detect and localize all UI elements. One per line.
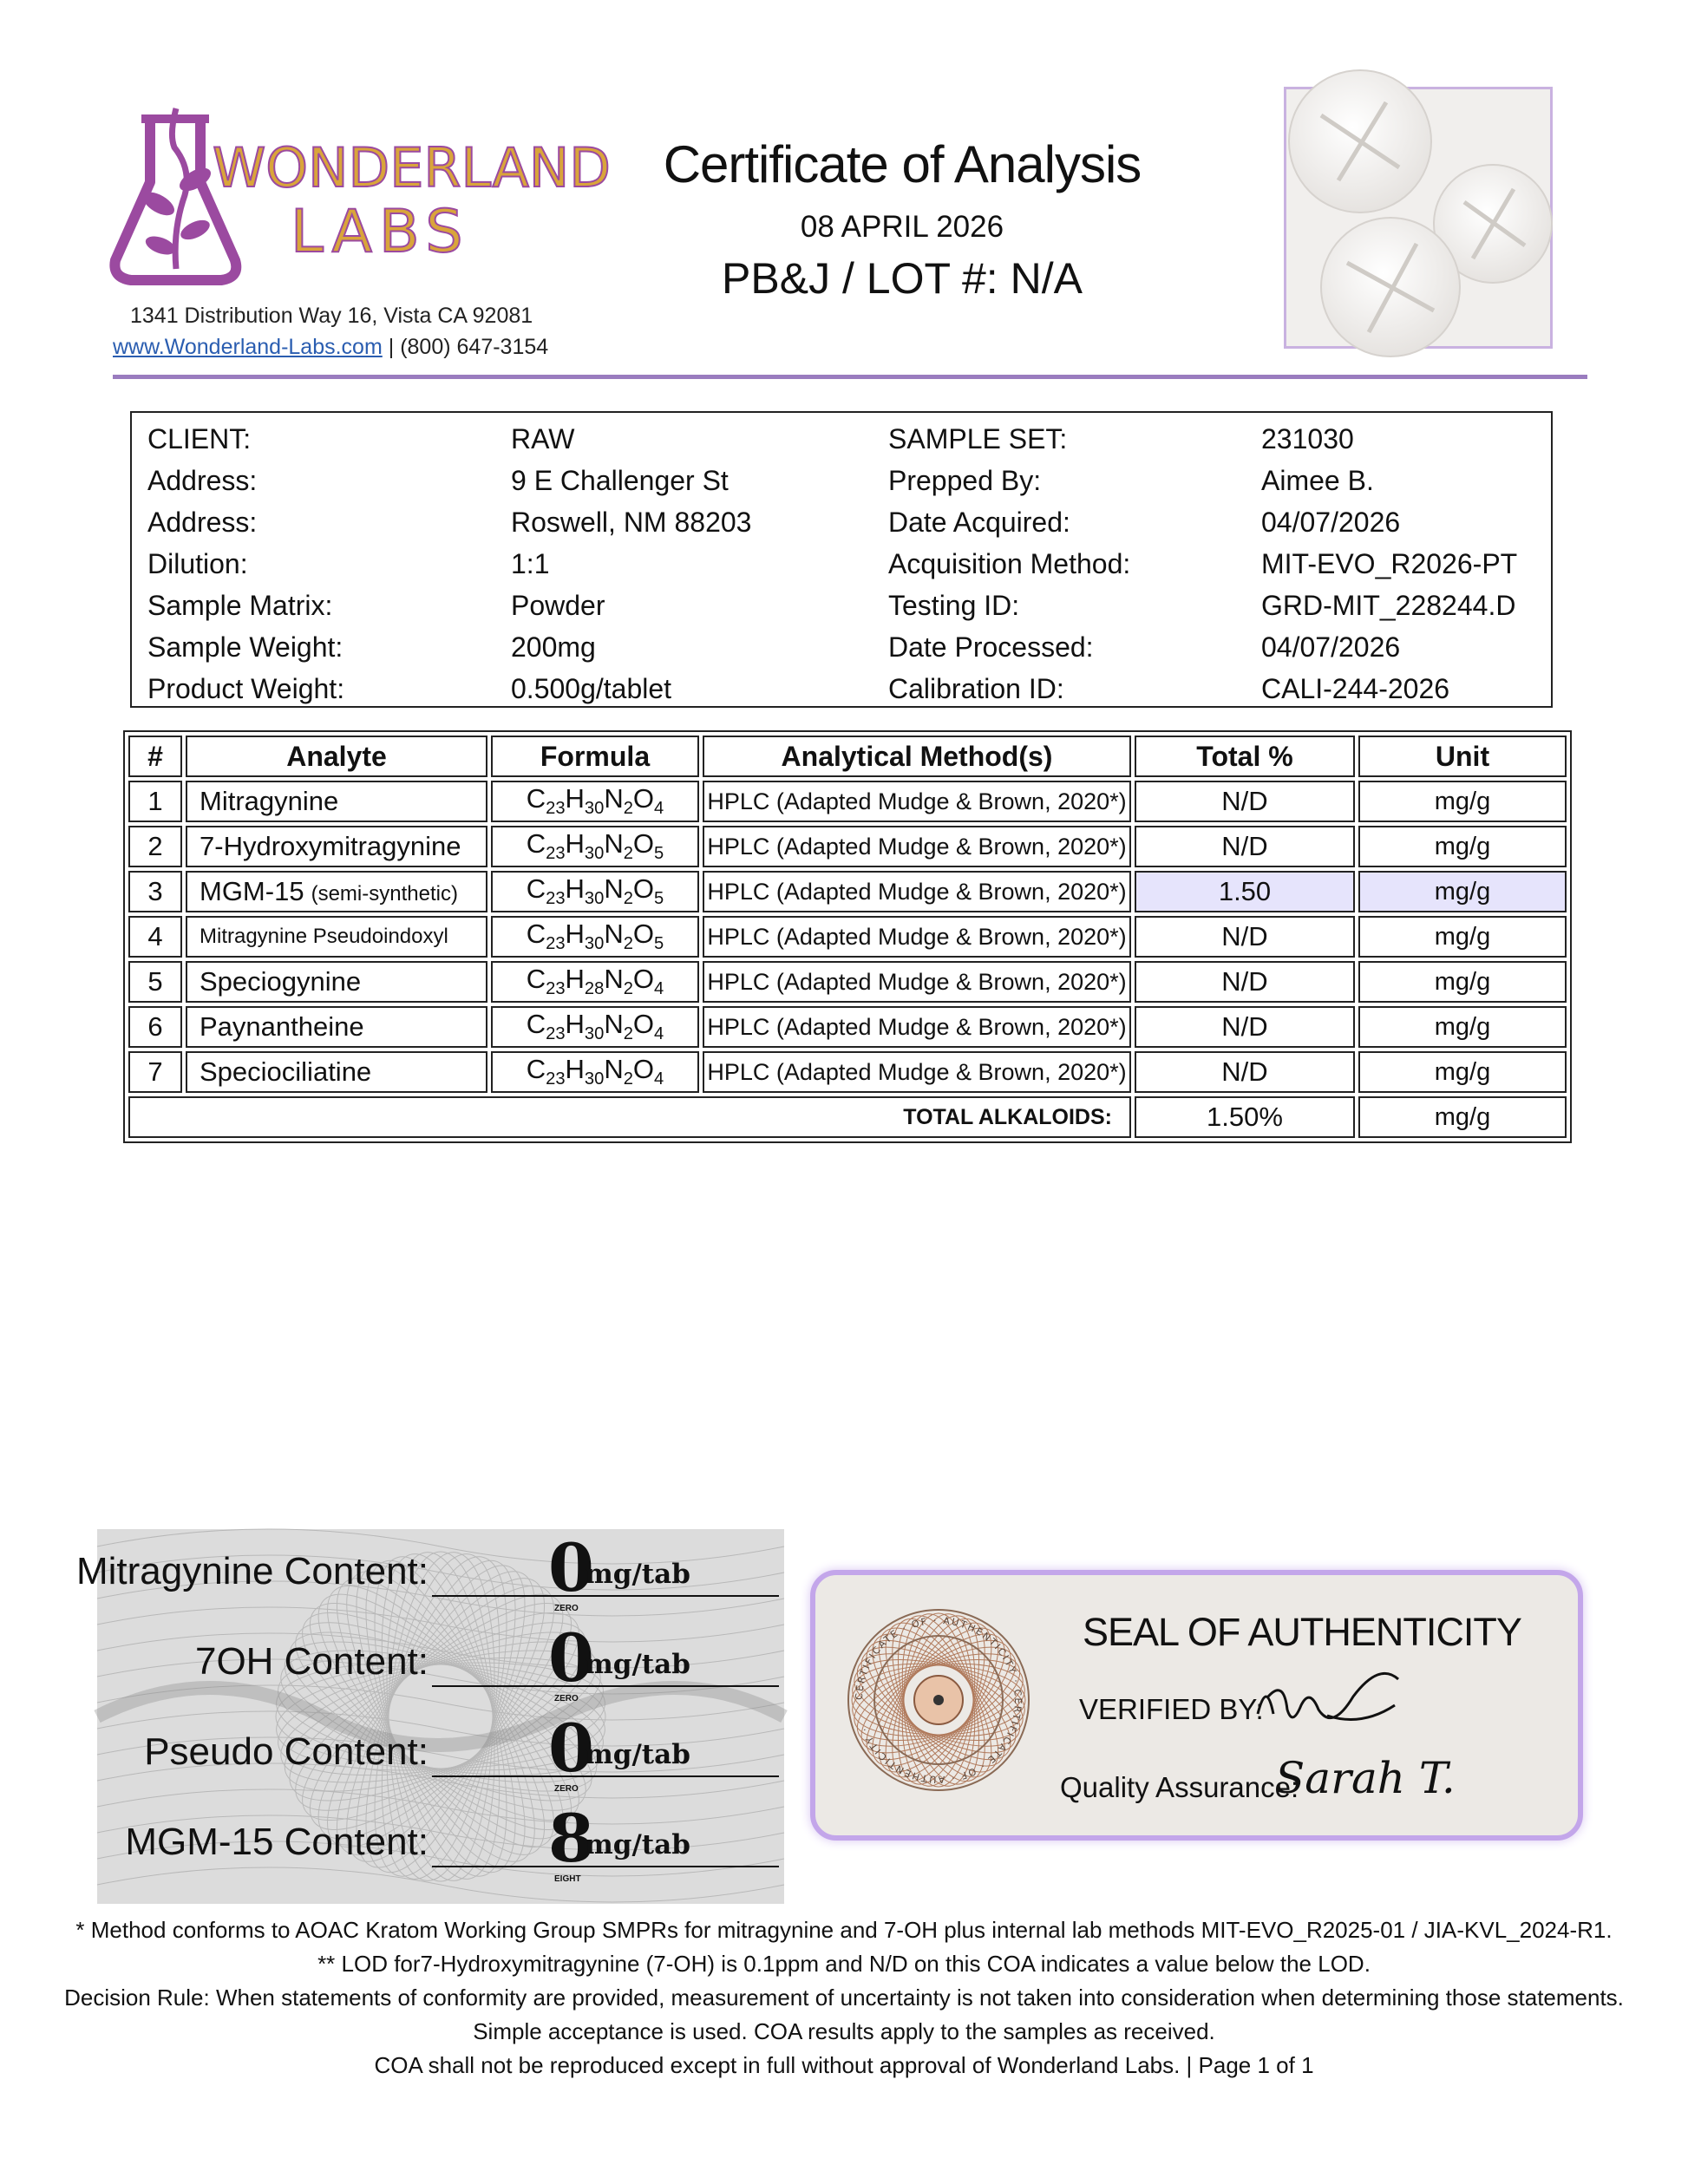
formula-element: O <box>632 919 655 950</box>
product-photo <box>1284 87 1553 349</box>
total-alkaloids-value: 1.50% <box>1135 1096 1355 1138</box>
analyte-label: 7-Hydroxymitragynine <box>200 831 461 861</box>
analyte-name <box>186 1006 487 1048</box>
unit: mg/g <box>1358 1051 1567 1093</box>
formula-subscript: 2 <box>623 799 633 819</box>
header-method: Analytical Method(s) <box>703 736 1131 777</box>
verifier-signature <box>1249 1662 1405 1740</box>
analyte-note: (semi-synthetic) <box>311 882 458 906</box>
info-value: Aimee B. <box>1261 465 1374 496</box>
info-value: 1:1 <box>511 548 550 579</box>
info-label: SAMPLE SET: <box>888 423 1068 454</box>
formula-subscript: 5 <box>654 844 664 864</box>
unit: mg/g <box>1358 826 1567 867</box>
formula-element: O <box>632 783 655 814</box>
info-label: Address: <box>147 465 258 496</box>
content-value: 0 <box>548 1529 594 1606</box>
row-number: 4 <box>128 916 182 958</box>
info-row <box>132 420 1551 461</box>
table-row <box>128 916 1567 958</box>
footer-reproduction-note: COA shall not be reproduced except in full without approval of Wonderland Labs. | Page 1 of 1 <box>374 2052 1314 2078</box>
analytical-method: HPLC (Adapted Mudge & Brown, 2020*) <box>703 1006 1131 1048</box>
formula-subscript: 30 <box>584 934 605 954</box>
formula-element: O <box>632 964 655 995</box>
row-number: 2 <box>128 826 182 867</box>
certificate-date: 08 APRIL 2026 <box>800 210 1004 244</box>
content-underline <box>432 1685 779 1687</box>
row-number: 7 <box>128 1051 182 1093</box>
formula-subscript: 2 <box>623 844 633 864</box>
qa-signature: Sarah T. <box>1275 1753 1456 1803</box>
unit: mg/g <box>1358 871 1567 912</box>
formula-element: O <box>632 828 655 860</box>
analyte-name <box>186 1051 487 1093</box>
header-total: Total % <box>1135 736 1355 777</box>
formula-element: N <box>604 828 624 860</box>
total-percent: 1.50 <box>1135 871 1355 912</box>
content-value: 0 <box>548 1619 594 1697</box>
footer-method-note: * Method conforms to AOAC Kratom Working Group SMPRs for mitragynine and 7-OH plus internal lab methods MIT-EVO_R2025-01 / JIA-KVL_2024-R1. <box>75 1917 1613 1943</box>
formula-subscript: 2 <box>623 934 633 954</box>
formula-subscript: 23 <box>546 1069 566 1089</box>
formula-subscript: 2 <box>623 1024 633 1044</box>
formula-element: N <box>604 1009 624 1040</box>
table-row <box>128 781 1567 822</box>
analyte-name <box>186 961 487 1003</box>
footer-decision-rule: Decision Rule: When statements of conformity are provided, measurement of uncertainty is not taken into consideration when determining those statements. <box>64 1985 1624 2011</box>
total-percent: N/D <box>1135 781 1355 822</box>
quality-assurance-label: Quality Assurance: <box>1060 1771 1299 1803</box>
formula-subscript: 30 <box>584 889 605 909</box>
product-lot: PB&J / LOT #: N/A <box>722 254 1083 303</box>
chemical-formula <box>491 871 699 912</box>
chemical-formula <box>491 916 699 958</box>
formula-element: H <box>565 828 585 860</box>
analytical-method: HPLC (Adapted Mudge & Brown, 2020*) <box>703 826 1131 867</box>
formula-subscript: 23 <box>546 889 566 909</box>
lab-address: 1341 Distribution Way 16, Vista CA 92081 <box>130 304 533 328</box>
lab-contact <box>113 335 548 360</box>
content-value-word: ZERO <box>554 1784 579 1794</box>
analyte-name <box>186 826 487 867</box>
formula-element: N <box>604 964 624 995</box>
formula-element: C <box>526 783 546 814</box>
row-number: 1 <box>128 781 182 822</box>
formula-subscript: 30 <box>584 1024 605 1044</box>
formula-subscript: 23 <box>546 934 566 954</box>
info-label: Address: <box>147 507 258 538</box>
formula-element: H <box>565 783 585 814</box>
content-unit: mg/tab <box>585 1559 690 1590</box>
formula-subscript: 4 <box>654 979 664 999</box>
total-alkaloids-label: TOTAL ALKALOIDS: <box>128 1096 1131 1138</box>
content-label: MGM-15 Content: <box>125 1821 429 1863</box>
logo-wordmark-bottom: LABS <box>291 198 470 266</box>
chemical-formula <box>491 1051 699 1093</box>
formula-element: H <box>565 919 585 950</box>
content-value-word: ZERO <box>554 1604 579 1613</box>
content-label: Pseudo Content: <box>144 1730 429 1773</box>
content-value-word: ZERO <box>554 1694 579 1703</box>
wonderland-labs-logo <box>108 100 611 291</box>
formula-element: H <box>565 964 585 995</box>
formula-element: O <box>632 873 655 905</box>
info-value: Roswell, NM 88203 <box>511 507 752 538</box>
formula-subscript: 30 <box>584 1069 605 1089</box>
total-percent: N/D <box>1135 826 1355 867</box>
info-row <box>132 628 1551 670</box>
contact-separator: | <box>388 335 395 359</box>
content-underline <box>432 1866 779 1867</box>
formula-element: H <box>565 873 585 905</box>
content-underline <box>432 1595 779 1597</box>
info-value: RAW <box>511 423 575 454</box>
formula-element: H <box>565 1054 585 1085</box>
table-row <box>128 871 1567 912</box>
info-value: Powder <box>511 590 605 621</box>
info-label: Date Processed: <box>888 631 1094 663</box>
header-unit: Unit <box>1358 736 1567 777</box>
footer-notes <box>52 1913 1636 2083</box>
analyte-label: MGM-15 <box>200 876 304 906</box>
formula-subscript: 4 <box>654 1069 664 1089</box>
total-percent: N/D <box>1135 961 1355 1003</box>
page-title: Certificate of Analysis <box>663 135 1142 193</box>
formula-element: N <box>604 783 624 814</box>
formula-element: C <box>526 1009 546 1040</box>
info-value: 231030 <box>1261 423 1354 454</box>
content-unit: mg/tab <box>585 1829 690 1860</box>
seal-of-authenticity-panel <box>810 1570 1583 1841</box>
info-row <box>132 670 1551 711</box>
info-label: Dilution: <box>147 548 248 579</box>
chemical-formula <box>491 1006 699 1048</box>
unit: mg/g <box>1358 781 1567 822</box>
row-number: 6 <box>128 1006 182 1048</box>
header-formula: Formula <box>491 736 699 777</box>
info-value: GRD-MIT_228244.D <box>1261 590 1516 621</box>
seal-title: SEAL OF AUTHENTICITY <box>1083 1610 1521 1654</box>
content-row <box>97 1619 784 1711</box>
formula-element: N <box>604 919 624 950</box>
footer-lod-note: ** LOD for7-Hydroxymitragynine (7-OH) is 0.1ppm and N/D on this COA indicates a value below the LOD. <box>317 1951 1371 1977</box>
content-row <box>97 1710 784 1801</box>
total-alkaloids-unit: mg/g <box>1358 1096 1567 1138</box>
info-label: CLIENT: <box>147 423 252 454</box>
analyte-label: Mitragynine <box>200 786 339 816</box>
formula-element: C <box>526 873 546 905</box>
total-percent: N/D <box>1135 916 1355 958</box>
table-row <box>128 1006 1567 1048</box>
info-value: 04/07/2026 <box>1261 631 1401 663</box>
verified-by-label: VERIFIED BY: <box>1079 1693 1264 1725</box>
formula-subscript: 5 <box>654 934 664 954</box>
content-unit: mg/tab <box>585 1739 690 1770</box>
total-percent: N/D <box>1135 1051 1355 1093</box>
formula-subscript: 23 <box>546 979 566 999</box>
analyte-name <box>186 871 487 912</box>
info-row <box>132 586 1551 628</box>
content-value: 0 <box>548 1710 594 1787</box>
info-value: MIT-EVO_R2026-PT <box>1261 548 1518 579</box>
formula-subscript: 4 <box>654 799 664 819</box>
table-row <box>128 1051 1567 1093</box>
formula-element: C <box>526 964 546 995</box>
footer-acceptance-note: Simple acceptance is used. COA results apply to the samples as received. <box>473 2018 1215 2044</box>
formula-subscript: 23 <box>546 1024 566 1044</box>
content-unit: mg/tab <box>585 1649 690 1680</box>
analyte-label: Speciogynine <box>200 966 362 997</box>
chemical-formula <box>491 826 699 867</box>
table-row <box>128 826 1567 867</box>
info-value: 200mg <box>511 631 596 663</box>
formula-element: N <box>604 1054 624 1085</box>
formula-element: C <box>526 919 546 950</box>
unit: mg/g <box>1358 1006 1567 1048</box>
info-label: Date Acquired: <box>888 507 1070 538</box>
seal-ring-text: CERTIFICATE · OF · AUTHENTICITY · CERTIFICATE · OF · AUTHENTICITY · <box>853 1614 1024 1786</box>
analyte-name <box>186 916 487 958</box>
content-row <box>76 1529 784 1621</box>
analyte-label: Mitragynine Pseudoindoxyl <box>200 925 448 948</box>
info-label: Acquisition Method: <box>888 548 1131 579</box>
info-value: 04/07/2026 <box>1261 507 1401 538</box>
formula-element: C <box>526 828 546 860</box>
formula-subscript: 2 <box>623 979 633 999</box>
analytical-method: HPLC (Adapted Mudge & Brown, 2020*) <box>703 961 1131 1003</box>
formula-element: O <box>632 1009 655 1040</box>
content-row <box>97 1800 784 1892</box>
formula-subscript: 23 <box>546 799 566 819</box>
info-label: Calibration ID: <box>888 673 1064 704</box>
header-analyte: Analyte <box>186 736 487 777</box>
formula-element: C <box>526 1054 546 1085</box>
chemical-formula <box>491 781 699 822</box>
info-label: Product Weight: <box>147 673 345 704</box>
formula-subscript: 5 <box>654 889 664 909</box>
info-row <box>132 503 1551 545</box>
analytical-method: HPLC (Adapted Mudge & Brown, 2020*) <box>703 781 1131 822</box>
unit: mg/g <box>1358 916 1567 958</box>
sample-info-table <box>130 411 1553 708</box>
analyte-label: Paynantheine <box>200 1011 364 1042</box>
tablet-image <box>1289 70 1431 213</box>
formula-subscript: 28 <box>584 979 605 999</box>
formula-element: H <box>565 1009 585 1040</box>
formula-subscript: 2 <box>623 889 633 909</box>
info-label: Prepped By: <box>888 465 1042 496</box>
analytical-method: HPLC (Adapted Mudge & Brown, 2020*) <box>703 916 1131 958</box>
header-number: # <box>128 736 182 777</box>
analyte-results-table <box>123 730 1572 1143</box>
info-row <box>132 545 1551 586</box>
tablet-image <box>1321 218 1460 356</box>
logo-wordmark-top: WONDERLAND <box>213 136 611 199</box>
info-row <box>132 461 1551 503</box>
content-label: 7OH Content: <box>194 1640 429 1683</box>
analytical-method: HPLC (Adapted Mudge & Brown, 2020*) <box>703 871 1131 912</box>
table-header-row <box>128 736 1567 777</box>
info-label: Sample Matrix: <box>147 590 333 621</box>
info-value: 0.500g/tablet <box>511 673 672 704</box>
unit: mg/g <box>1358 961 1567 1003</box>
info-label: Testing ID: <box>888 590 1020 621</box>
analytical-method: HPLC (Adapted Mudge & Brown, 2020*) <box>703 1051 1131 1093</box>
chemical-formula <box>491 961 699 1003</box>
content-label: Mitragynine Content: <box>76 1550 429 1592</box>
website-link[interactable]: www.Wonderland-Labs.com <box>113 335 383 359</box>
analyte-label: Speciociliatine <box>200 1056 372 1087</box>
header-divider <box>113 375 1587 379</box>
formula-subscript: 30 <box>584 844 605 864</box>
formula-subscript: 4 <box>654 1024 664 1044</box>
formula-element: O <box>632 1054 655 1085</box>
formula-subscript: 23 <box>546 844 566 864</box>
info-value: CALI-244-2026 <box>1261 673 1450 704</box>
formula-subscript: 2 <box>623 1069 633 1089</box>
info-label: Sample Weight: <box>147 631 343 663</box>
content-summary-panel <box>76 1529 784 1904</box>
row-number: 3 <box>128 871 182 912</box>
content-value: 8 <box>548 1800 594 1877</box>
row-number: 5 <box>128 961 182 1003</box>
formula-subscript: 30 <box>584 799 605 819</box>
content-value-word: EIGHT <box>554 1874 581 1884</box>
table-row <box>128 961 1567 1003</box>
formula-element: N <box>604 873 624 905</box>
content-underline <box>432 1775 779 1777</box>
authenticity-seal-icon <box>834 1596 1043 1804</box>
info-value: 9 E Challenger St <box>511 465 729 496</box>
total-row <box>128 1096 1567 1138</box>
lab-phone: (800) 647-3154 <box>400 335 549 359</box>
analyte-name <box>186 781 487 822</box>
total-percent: N/D <box>1135 1006 1355 1048</box>
